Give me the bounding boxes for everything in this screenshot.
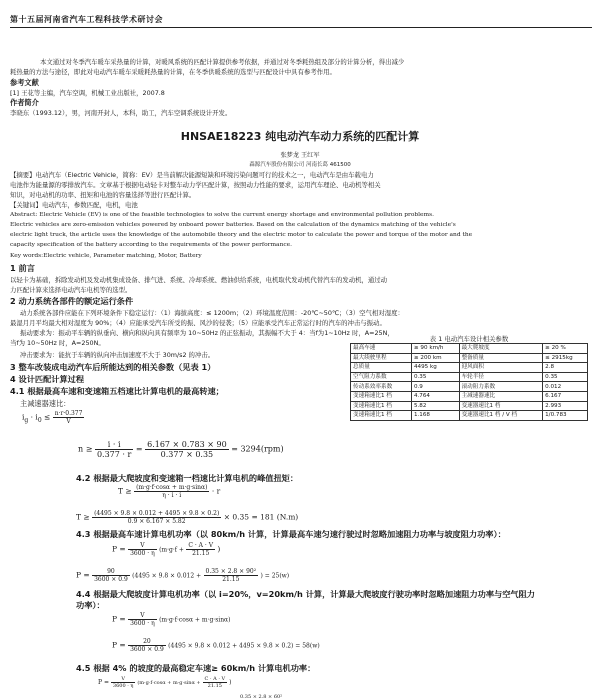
eq-4-2a-num: (m·g·f·cosα + m·g·sinα) [136,484,208,491]
eq-4-5a-inner-den: 21.15 [207,683,222,689]
eq-4-3b-inner-den: 21.15 [222,576,240,583]
eq-4-3b-result: ) = 25(w) [260,572,290,580]
eq-4-2b-result: × 0.35 = 181 (N.m) [223,512,299,522]
table-cell: ≥ 90 km/h [411,344,459,354]
author-bio-heading: 作者简介 [10,98,39,107]
table-row [351,401,588,411]
table-cell: 0.012 [543,382,588,392]
eq-4-4b-den: 3600 × 0.9 [130,646,164,653]
equation-4-3b [76,568,289,583]
table-row [351,372,588,382]
section-4-5-heading: 4.5 根据 4% 的坡度的最高稳定车速≥ 60km/h 计算电机功率： [76,663,316,673]
section-4-2-heading: 4.2 根据最大爬坡度和变速箱一档速比计算电机的峰值扭矩： [76,473,299,483]
table-cell: 2.993 [543,401,588,411]
table-cell: 最大续驶里程 [351,353,412,363]
table-cell: 2.8 [543,363,588,373]
abstract-en-line-2: Electric vehicles are zero-emission vehicles powered by onboard power batteries. Based on the calculation of the dynamics matching of the vehicle's [10,222,456,228]
article-authors: 张梦龙 王红军 [280,152,320,159]
table-cell: 变速器速比1 档 / V 档 [459,411,543,421]
abstract-en-line-4: capacity specification of the battery according to the requirements of the power performance. [10,242,293,248]
table-cell: 0.35 [543,372,588,382]
eq-4-5a-inner-num: C · A · V [204,676,226,682]
table-cell: 变速箱速比1 档 [351,391,412,401]
eq-4-4a-lhs: P = [112,614,126,624]
eq-4-2a-den: η · i · i [162,492,182,499]
section-1-line-1: 以轻卡为基础，拆除发动机及发动机集成设备、排气进、系统、冷却系统、燃油供给系统，电机取代发动机代替汽车的发动机，通过动 [10,276,388,284]
reference-item-1: [1] 王花等主编，汽车空调，机械工业出版社，2007.8 [10,89,165,97]
author-bio-line: 李晓东（1993.12），男，河南开封人，本科，助工，汽车空调系统设计开发。 [10,109,232,117]
header-rule [10,27,592,28]
eq-4-1b-result: = 3294(rpm) [231,444,284,454]
equation-4-5b-fragment: 0.35 × 2.8 × 60² [240,694,283,700]
abstract-en-line-3: electric light truck, the article uses the knowledge of the automobile theory and the electric motor to calculate the power and torque of the motor and the [10,232,473,238]
equation-4-2b: T ≥ $\frac{(4495 \times 9.8 \times 0.012 + 4495 \times 9.8 \times 0.2)}{0.9 \times 6.167 \times 5.82}$ × 0.35 = 181 (N.m) [76,510,299,525]
equation-4-2a [118,484,220,499]
eq-4-4a-num: V [128,612,157,620]
equation-4-1a: $i_g \cdot i_0$ ≤ $\frac{n\cdot r\cdot 0.377}{V}$ [22,410,83,425]
eq-4-4b-body: (4495 × 9.8 × 0.012 + 4495 × 9.8 × 0.2) = 58(w) [168,642,320,650]
section-4-heading: 4 设计匹配计算过程 [10,374,85,384]
eq-4-5a-den: 3600 · η [112,683,134,689]
table-cell: 总质量 [351,363,412,373]
abstract-en-line-1: Abstract: Electric Vehicle (EV) is one of the feasible technologies to solve the current energy shortage and environmental pollution problems. [10,212,434,218]
table-cell: 6.167 [543,391,588,401]
eq-4-1b-num: i · i [95,440,133,450]
table-cell: 变速箱速比1 档 [351,411,412,421]
eq-4-1b-lhs: n ≥ [78,444,93,454]
section-4-1-sub: 主减速器速比： [20,399,71,408]
eq-4-5a-body: (m·g·f·cosα + m·g·sinα + [137,680,201,686]
prev-conclusion-line-1: 本文通过对冬季汽车暖车采热量的计算，对暖风系统的匹配计算提供参考依据，并通过对冬季耗热组及部分的计算分析，得出减少 [40,58,405,66]
table-row [351,382,588,392]
equation-4-5a [98,676,231,689]
table-1-caption: 表 1 电动汽车设计相关参数 [429,335,509,343]
abstract-cn-line-3: 知识，对电动机的功率、扭矩和电池的容量选择等进行匹配计算。 [10,191,196,199]
eq-4-3b-inner-num: 0.35 × 2.8 × 90² [205,568,257,575]
eq-4-1a-den: V [66,418,71,425]
table-cell: 1.168 [411,411,459,421]
section-4-4-heading: 4.4 根据最大爬坡度计算电机功率（以 i=20%，v=20km/h 计算，计算最大爬坡度行驶功率时忽略加速阻力功率与空气阻力 [76,589,535,599]
section-2-line-2: 最湿月月平均最大相对湿度为 90%；（4）应能承受汽车所受的振、风沙的侵袭；（5）应能承受汽车正常运行时的汽车的冲击与振动。 [10,319,386,327]
eq-4-3b-num: 90 [92,568,130,576]
eq-4-1a-num: n·r·0.377 [54,410,83,417]
section-2-impact: 冲击要求为：能抗于车辆的纵向冲击加速度不大于 30m/s2 的冲击。 [20,351,215,359]
eq-4-2b-num: (4495 × 9.8 × 0.012 + 4495 × 9.8 × 0.2) [94,510,220,517]
table-row [351,391,588,401]
section-4-4-heading-cont: 功率）： [76,600,105,610]
eq-4-3b-den: 3600 × 0.9 [94,576,128,583]
table-cell: 4.764 [411,391,459,401]
table-cell: 1/0.783 [543,411,588,421]
table-row [351,344,588,354]
eq-4-1b-den: 0.377 · r [96,450,132,459]
eq-4-2a-tail: · r [211,486,221,496]
abstract-cn-line-2: 电池作为能量源的零排放汽车。文章基于根据电动轻卡对整车动力学匹配计算，按照动力性能的要求，运用汽车理论、电动机等相关 [10,181,381,189]
equation-4-4a [112,612,230,627]
eq-4-1a-lhs: i [22,412,25,422]
section-4-1-heading: 4.1 根据最高车速和变速箱五档速比计算电机的最高转速； [10,386,224,396]
table-cell: ≥ 20 % [543,344,588,354]
table-row [351,411,588,421]
table-cell: 变速箱速比1 档 [351,401,412,411]
table-cell: 车轮半径 [459,372,543,382]
section-2-heading: 2 动力系统各部件的额定运行条件 [10,296,134,306]
prev-conclusion-line-2: 耗热量的方法与途径，即此对电动汽车暖车采暖耗热量的计算，在冬季供暖系统的选型与匹配设计中具有参考作用。 [10,68,336,76]
section-4-3-heading: 4.3 根据最高车速计算电机功率（以 80km/h 计算，计算最高车速匀速行驶过时忽略加速阻力功率与坡度阻力功率）： [76,529,506,539]
eq-4-4b-lhs: P = [112,640,126,650]
table-cell: 变速器速比1 档 [459,401,543,411]
eq-4-3a-close: ) [217,544,221,554]
table-cell: 迎风面积 [459,363,543,373]
eq-4-3a-lhs: P = [112,544,126,554]
running-header: 第十五届河南省汽车工程科技学术研讨会 [10,15,163,24]
eq-4-3a-den: 3600 · η [130,550,155,557]
table-row [351,353,588,363]
section-1-heading: 1 前言 [10,263,35,273]
eq-4-3a-inner-den: 21.15 [192,550,210,557]
article-affiliation: 森源汽车股份有限公司 河南长葛 461500 [249,162,351,168]
eq-4-2a-lhs: T ≥ [118,486,132,496]
table-cell: 0.35 [411,372,459,382]
keywords-en: Key words:Electric vehicle, Parameter matching, Motor, Battery [10,253,202,259]
eq-4-3a-body: (m·g·f + [159,546,184,554]
eq-4-1b-mid-num: 6.167 × 0.783 × 90 [147,440,227,449]
table-cell: 空气阻力系数 [351,372,412,382]
table-cell: 滚动阻力系数 [459,382,543,392]
table-cell: ≥ 200 km [411,353,459,363]
article-title: HNSAE18223 纯电动汽车动力系统的匹配计算 [180,130,420,143]
abstract-cn-line-1: 【摘要】电动汽车（Electric Vehicle，简称：EV）是当前解决能源短缺和环境污染问题可行的技术之一，电动汽车是由车载电力 [10,171,374,179]
eq-4-3a-num: V [128,542,157,550]
eq-4-4a-den: 3600 · η [130,620,155,627]
equation-4-1b: n ≥ $\frac{i \cdot i}{0.377 \cdot r}$ = $\frac{6.167 \times 0.783 \times 90}{0.377 \times 0.35}$ = 3294(rpm) [78,440,284,459]
eq-4-3b-lhs: P = [76,570,90,580]
section-2-line-4: 当f为 10~50Hz 时，A=250N。 [10,339,105,347]
table-cell: 5.82 [411,401,459,411]
equation-4-3a [112,542,220,557]
table-cell: 整备质量 [459,353,543,363]
table-cell: 0.9 [411,382,459,392]
eq-4-5a-lhs: P = [98,679,109,686]
table-cell: 最大爬坡度 [459,344,543,354]
eq-4-4b-num: 20 [128,638,166,646]
eq-4-4a-body: (m·g·f·cosα + m·g·sinα) [159,616,231,624]
table-cell: 主减速器速比 [459,391,543,401]
table-cell: 最高车速 [351,344,412,354]
eq-4-5a-close: ) [229,679,232,686]
eq-4-2b-den: 0.9 × 6.167 × 5.82 [127,518,186,525]
table-cell: 传动系效率系数 [351,382,412,392]
section-2-line-1: 动力系统各部件应能在下列环境条件下稳定运行：（1）海拔高度：≤ 1200m；（2）环境温度范围：-20℃~50℃；（3）空气相对湿度： [20,309,404,317]
table-row [351,363,588,373]
eq-4-3b-body: (4495 × 9.8 × 0.012 + [132,572,202,580]
table-1 [350,343,588,421]
section-3-heading: 3 整车改装成电动汽车后所能达到的相关参数（见表 1） [10,362,216,372]
eq-4-1b-mid-den: 0.377 × 0.35 [160,450,214,459]
section-2-line-3: 振动要求为：振动平车辆的纵垂向、横向和纵向具有频率为 10~50Hz 的正弦振动，其振幅不大于 4：当f为1~10Hz 时，A=25N， [20,329,394,337]
section-1-line-2: 力匹配计算来选择电动汽车电机等的选型。 [10,286,132,294]
equation-4-4b [112,638,320,653]
table-cell: 4495 kg [411,363,459,373]
eq-4-5a-num: V [111,676,136,683]
references-heading: 参考文献 [10,78,39,87]
table-cell: ≤ 2915kg [543,353,588,363]
keywords-cn: 【关键词】电动汽车，参数匹配，电机，电池 [10,201,138,209]
eq-4-3a-inner-num: C · A · V [188,542,214,549]
